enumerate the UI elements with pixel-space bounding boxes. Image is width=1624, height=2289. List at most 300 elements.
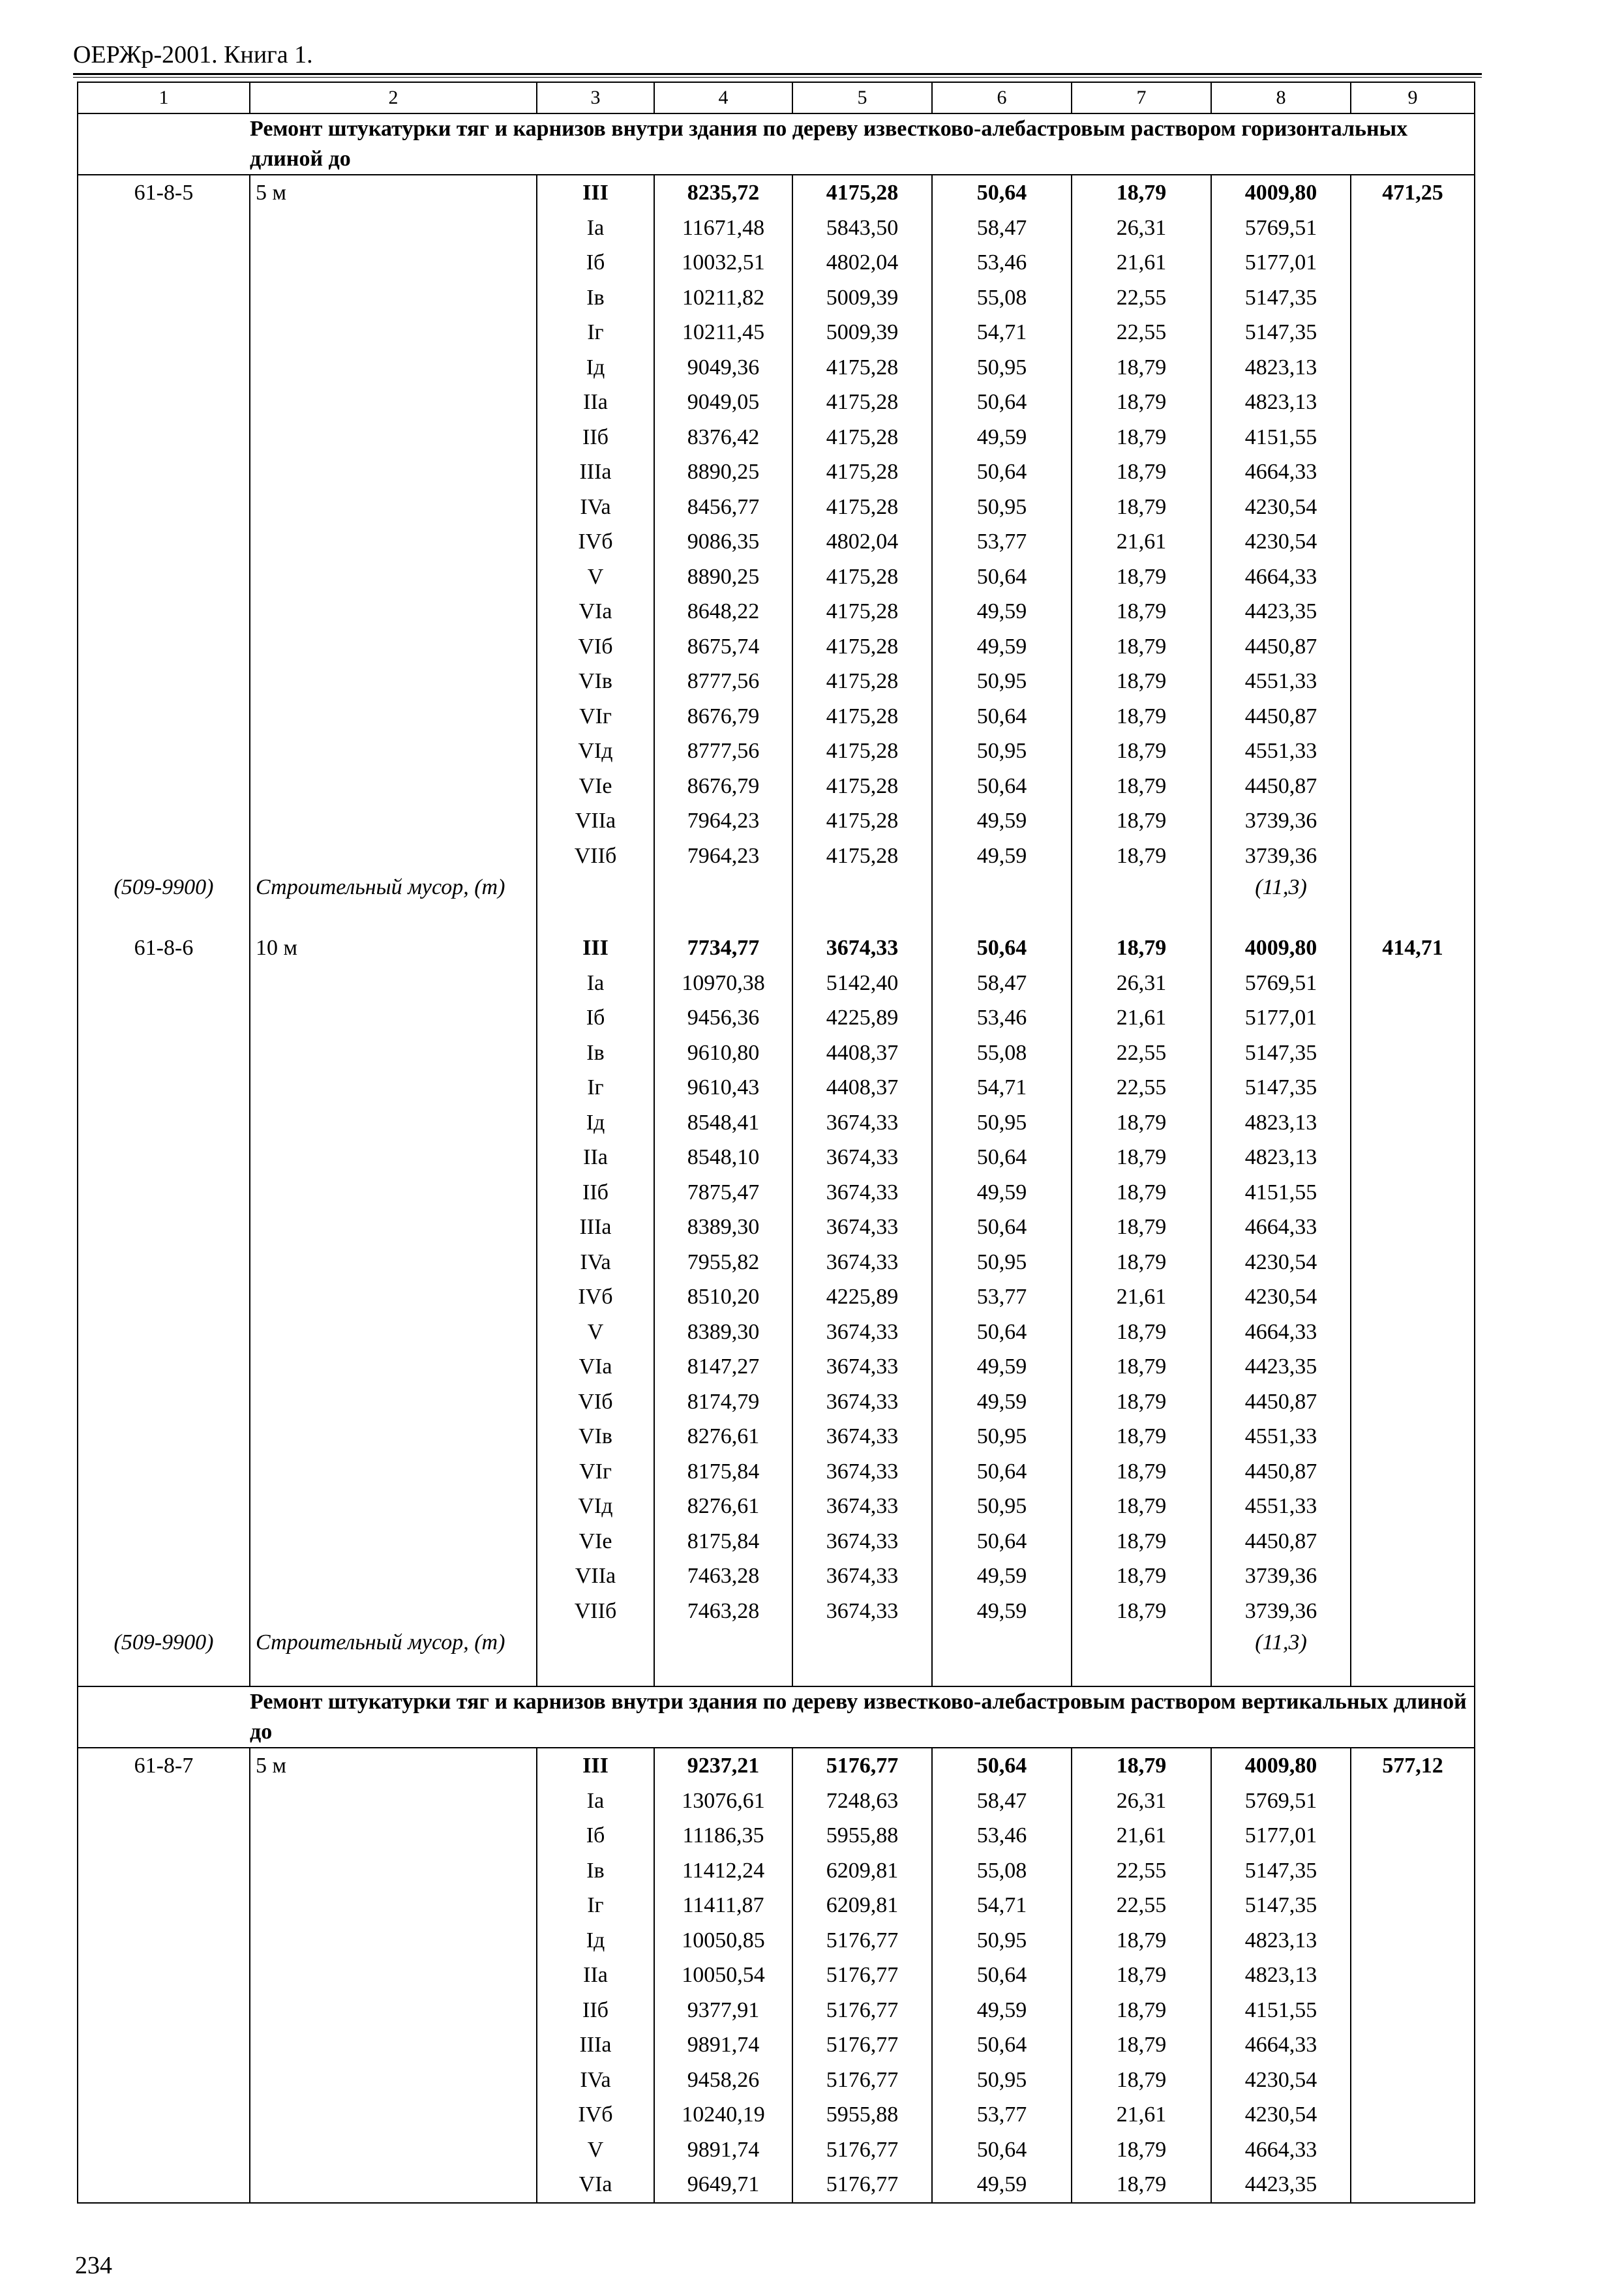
labor-value: 414,71 — [1351, 931, 1475, 966]
value-cell: 18,79 — [1072, 1489, 1211, 1524]
value-cell: 26,31 — [1072, 211, 1211, 246]
zone-code: Iв — [537, 280, 654, 316]
value-cell: 4664,33 — [1211, 2132, 1351, 2168]
value-cell: 4664,33 — [1211, 1210, 1351, 1245]
value-cell: 18,79 — [1072, 734, 1211, 769]
zone-code: Ia — [537, 211, 654, 246]
value-cell: 58,47 — [932, 1784, 1072, 1819]
value-cell: 49,59 — [932, 594, 1072, 629]
value-cell: 4230,54 — [1211, 1245, 1351, 1280]
value-cell: 21,61 — [1072, 1000, 1211, 1036]
value-cell: 3674,33 — [792, 1384, 932, 1420]
value-cell: 6209,81 — [792, 1853, 932, 1889]
value-cell: 4175,28 — [792, 350, 932, 385]
empty-cell — [250, 966, 537, 1001]
value-cell: 8235,72 — [654, 175, 792, 211]
table-row — [78, 1245, 1475, 1280]
value-cell: 9237,21 — [654, 1748, 792, 1784]
value-cell: 4408,37 — [792, 1036, 932, 1071]
column-number: 3 — [537, 82, 654, 113]
debris-value: (11,3) — [1211, 873, 1351, 931]
value-cell: 53,46 — [932, 1818, 1072, 1853]
value-cell: 4230,54 — [1211, 1279, 1351, 1315]
value-cell: 26,31 — [1072, 966, 1211, 1001]
value-cell: 4551,33 — [1211, 1489, 1351, 1524]
value-cell: 9649,71 — [654, 2167, 792, 2203]
zone-code: VIб — [537, 1384, 654, 1420]
value-cell: 4175,28 — [792, 385, 932, 420]
value-cell: 3674,33 — [792, 1419, 932, 1454]
value-cell: 3674,33 — [792, 1594, 932, 1629]
empty-cell — [78, 2063, 250, 2098]
table-row — [78, 211, 1475, 246]
value-cell: 11671,48 — [654, 211, 792, 246]
empty-cell — [78, 629, 250, 665]
empty-cell — [250, 385, 537, 420]
value-cell: 50,64 — [932, 2027, 1072, 2063]
zone-code: VIa — [537, 2167, 654, 2203]
value-cell: 4175,28 — [792, 699, 932, 734]
empty-cell — [250, 1245, 537, 1280]
empty-cell — [250, 699, 537, 734]
table-row — [78, 931, 1475, 966]
table-row — [78, 175, 1475, 211]
table-row — [78, 629, 1475, 665]
empty-cell — [1351, 1628, 1475, 1686]
value-cell: 8548,41 — [654, 1105, 792, 1141]
value-cell: 22,55 — [1072, 1888, 1211, 1923]
empty-cell — [250, 315, 537, 350]
empty-cell — [1351, 1175, 1475, 1210]
value-cell: 5769,51 — [1211, 211, 1351, 246]
value-cell: 4664,33 — [1211, 560, 1351, 595]
value-cell: 18,79 — [1072, 769, 1211, 804]
debris-row — [78, 873, 1475, 931]
value-cell: 4823,13 — [1211, 385, 1351, 420]
value-cell: 4175,28 — [792, 734, 932, 769]
empty-cell — [250, 1958, 537, 1993]
value-cell: 5955,88 — [792, 1818, 932, 1853]
empty-cell — [250, 490, 537, 525]
value-cell: 4230,54 — [1211, 490, 1351, 525]
value-cell: 5009,39 — [792, 280, 932, 316]
zone-code: IVб — [537, 1279, 654, 1315]
table-row — [78, 1279, 1475, 1315]
value-cell: 18,79 — [1072, 1349, 1211, 1384]
labor-value: 577,12 — [1351, 1748, 1475, 1784]
zone-code: Iв — [537, 1036, 654, 1071]
value-cell: 9610,43 — [654, 1070, 792, 1105]
empty-cell — [1351, 1489, 1475, 1524]
value-cell: 4423,35 — [1211, 2167, 1351, 2203]
zone-code: V — [537, 560, 654, 595]
empty-cell — [537, 873, 654, 931]
value-cell: 18,79 — [1072, 560, 1211, 595]
value-cell: 7463,28 — [654, 1594, 792, 1629]
value-cell: 50,64 — [932, 931, 1072, 966]
empty-cell — [250, 280, 537, 316]
value-cell: 49,59 — [932, 420, 1072, 455]
value-cell: 4175,28 — [792, 629, 932, 665]
table-row — [78, 560, 1475, 595]
table-row — [78, 1559, 1475, 1594]
value-cell: 8648,22 — [654, 594, 792, 629]
value-cell: 4175,28 — [792, 420, 932, 455]
empty-cell — [78, 2167, 250, 2203]
column-number: 2 — [250, 82, 537, 113]
value-cell: 4151,55 — [1211, 420, 1351, 455]
value-cell: 8548,10 — [654, 1140, 792, 1175]
empty-cell — [932, 1628, 1072, 1686]
empty-cell — [78, 1315, 250, 1350]
value-cell: 50,95 — [932, 1105, 1072, 1141]
value-cell: 3739,36 — [1211, 839, 1351, 874]
zone-code: IVa — [537, 1245, 654, 1280]
value-cell: 18,79 — [1072, 629, 1211, 665]
value-cell: 22,55 — [1072, 280, 1211, 316]
zone-code: VIIб — [537, 1594, 654, 1629]
value-cell: 53,77 — [932, 524, 1072, 560]
table-row — [78, 734, 1475, 769]
empty-cell — [250, 560, 537, 595]
value-cell: 4175,28 — [792, 455, 932, 490]
value-cell: 3674,33 — [792, 1349, 932, 1384]
header-rule-thick — [73, 73, 1482, 75]
value-cell: 7955,82 — [654, 1245, 792, 1280]
value-cell: 3674,33 — [792, 1559, 932, 1594]
empty-cell — [250, 245, 537, 280]
zone-code: VIIa — [537, 1559, 654, 1594]
value-cell: 8276,61 — [654, 1489, 792, 1524]
zone-code: VIг — [537, 699, 654, 734]
value-cell: 4823,13 — [1211, 1958, 1351, 1993]
empty-cell — [250, 2027, 537, 2063]
empty-cell — [250, 455, 537, 490]
table-row — [78, 1384, 1475, 1420]
value-cell: 3674,33 — [792, 1210, 932, 1245]
debris-name: Строительный мусор, (т) — [250, 873, 537, 931]
value-cell: 4823,13 — [1211, 1923, 1351, 1958]
empty-cell — [250, 2097, 537, 2132]
empty-cell — [250, 629, 537, 665]
value-cell: 50,64 — [932, 1524, 1072, 1559]
value-cell: 18,79 — [1072, 664, 1211, 699]
value-cell: 4450,87 — [1211, 1384, 1351, 1420]
value-cell: 7248,63 — [792, 1784, 932, 1819]
value-cell: 50,95 — [932, 350, 1072, 385]
empty-cell — [250, 1070, 537, 1105]
empty-cell — [1351, 350, 1475, 385]
value-cell: 3674,33 — [792, 1105, 932, 1141]
empty-cell — [1351, 524, 1475, 560]
value-cell: 3674,33 — [792, 1524, 932, 1559]
column-number: 7 — [1072, 82, 1211, 113]
empty-cell — [78, 420, 250, 455]
zone-code: IIa — [537, 385, 654, 420]
value-cell: 4823,13 — [1211, 1140, 1351, 1175]
empty-cell — [1351, 490, 1475, 525]
value-cell: 4802,04 — [792, 245, 932, 280]
page-header-title: ОЕРЖр-2001. Книга 1. — [73, 41, 313, 68]
value-cell: 50,64 — [932, 1958, 1072, 1993]
empty-cell — [1351, 455, 1475, 490]
value-cell: 8276,61 — [654, 1419, 792, 1454]
empty-cell — [1072, 873, 1211, 931]
value-cell: 9049,05 — [654, 385, 792, 420]
empty-cell — [1351, 1958, 1475, 1993]
value-cell: 18,79 — [1072, 931, 1211, 966]
debris-row — [78, 1628, 1475, 1686]
labor-value: 471,25 — [1351, 175, 1475, 211]
empty-cell — [1351, 1105, 1475, 1141]
value-cell: 50,64 — [932, 455, 1072, 490]
table-row — [78, 1923, 1475, 1958]
empty-cell — [250, 594, 537, 629]
empty-cell — [1351, 1594, 1475, 1629]
empty-cell — [932, 873, 1072, 931]
value-cell: 11411,87 — [654, 1888, 792, 1923]
empty-cell — [78, 1993, 250, 2028]
table-row — [78, 350, 1475, 385]
value-cell: 18,79 — [1072, 1140, 1211, 1175]
value-cell: 18,79 — [1072, 1594, 1211, 1629]
empty-cell — [250, 211, 537, 246]
empty-cell — [1351, 1245, 1475, 1280]
zone-code: IVa — [537, 2063, 654, 2098]
value-cell: 50,95 — [932, 734, 1072, 769]
table-row — [78, 2132, 1475, 2168]
value-cell: 53,46 — [932, 1000, 1072, 1036]
value-cell: 13076,61 — [654, 1784, 792, 1819]
empty-cell — [78, 315, 250, 350]
zone-code: VIe — [537, 1524, 654, 1559]
value-cell: 4230,54 — [1211, 2097, 1351, 2132]
value-cell: 5147,35 — [1211, 1036, 1351, 1071]
value-cell: 8174,79 — [654, 1384, 792, 1420]
table-row — [78, 1349, 1475, 1384]
empty-cell — [1351, 839, 1475, 874]
value-cell: 50,95 — [932, 1489, 1072, 1524]
value-cell: 4151,55 — [1211, 1993, 1351, 2028]
value-cell: 4664,33 — [1211, 455, 1351, 490]
table-row — [78, 1036, 1475, 1071]
value-cell: 53,77 — [932, 2097, 1072, 2132]
value-cell: 4175,28 — [792, 490, 932, 525]
value-cell: 18,79 — [1072, 490, 1211, 525]
empty-cell — [250, 1489, 537, 1524]
value-cell: 5009,39 — [792, 315, 932, 350]
empty-cell — [78, 1923, 250, 1958]
empty-cell — [78, 1036, 250, 1071]
table-row — [78, 1454, 1475, 1489]
table-row — [78, 594, 1475, 629]
empty-cell — [1351, 560, 1475, 595]
value-cell: 55,08 — [932, 1036, 1072, 1071]
value-cell: 8676,79 — [654, 699, 792, 734]
value-cell: 18,79 — [1072, 594, 1211, 629]
value-cell: 18,79 — [1072, 2167, 1211, 2203]
value-cell: 18,79 — [1072, 1315, 1211, 1350]
zone-code: VIд — [537, 734, 654, 769]
value-cell: 9049,36 — [654, 350, 792, 385]
value-cell: 5176,77 — [792, 1993, 932, 2028]
value-cell: 49,59 — [932, 1175, 1072, 1210]
empty-cell — [1351, 769, 1475, 804]
zone-code: VIд — [537, 1489, 654, 1524]
value-cell: 10211,45 — [654, 315, 792, 350]
value-cell: 5176,77 — [792, 2027, 932, 2063]
empty-cell — [78, 734, 250, 769]
empty-cell — [654, 873, 792, 931]
value-cell: 5176,77 — [792, 1748, 932, 1784]
empty-cell — [1351, 1210, 1475, 1245]
page-number: 234 — [75, 2252, 112, 2279]
value-cell: 4823,13 — [1211, 350, 1351, 385]
table-row — [78, 1489, 1475, 1524]
empty-cell — [78, 2027, 250, 2063]
empty-cell — [1351, 1279, 1475, 1315]
empty-cell — [250, 803, 537, 839]
value-cell: 10032,51 — [654, 245, 792, 280]
empty-cell — [537, 1628, 654, 1686]
value-cell: 50,95 — [932, 664, 1072, 699]
entry-code: 61-8-7 — [78, 1748, 250, 1784]
zone-code: VIIб — [537, 839, 654, 874]
zone-code: Iд — [537, 1923, 654, 1958]
value-cell: 5177,01 — [1211, 1818, 1351, 1853]
value-cell: 5843,50 — [792, 211, 932, 246]
empty-cell — [792, 1628, 932, 1686]
empty-cell — [78, 1454, 250, 1489]
empty-cell — [250, 734, 537, 769]
empty-cell — [1351, 385, 1475, 420]
value-cell: 5176,77 — [792, 2063, 932, 2098]
table-row — [78, 1140, 1475, 1175]
value-cell: 18,79 — [1072, 350, 1211, 385]
empty-cell — [1072, 1628, 1211, 1686]
zone-code: III — [537, 931, 654, 966]
zone-code: V — [537, 2132, 654, 2168]
empty-cell — [78, 211, 250, 246]
value-cell: 18,79 — [1072, 1993, 1211, 2028]
zone-code: VIe — [537, 769, 654, 804]
empty-cell — [78, 2097, 250, 2132]
table-row — [78, 1748, 1475, 1784]
empty-cell — [1351, 1784, 1475, 1819]
value-cell: 4551,33 — [1211, 664, 1351, 699]
empty-cell — [1351, 280, 1475, 316]
empty-cell — [250, 1279, 537, 1315]
value-cell: 18,79 — [1072, 2132, 1211, 2168]
empty-cell — [78, 350, 250, 385]
entry-name: 5 м — [250, 175, 537, 211]
empty-cell — [1351, 2027, 1475, 2063]
empty-cell — [1351, 1888, 1475, 1923]
value-cell: 7964,23 — [654, 803, 792, 839]
table-row — [78, 803, 1475, 839]
value-cell: 8777,56 — [654, 734, 792, 769]
column-number: 6 — [932, 82, 1072, 113]
empty-cell — [250, 1036, 537, 1071]
zone-code: Iг — [537, 315, 654, 350]
value-cell: 4551,33 — [1211, 734, 1351, 769]
value-cell: 4175,28 — [792, 560, 932, 595]
zone-code: IVa — [537, 490, 654, 525]
debris-value: (11,3) — [1211, 1628, 1351, 1686]
zone-code: IIIa — [537, 1210, 654, 1245]
empty-cell — [250, 1000, 537, 1036]
value-cell: 4408,37 — [792, 1070, 932, 1105]
table-row — [78, 245, 1475, 280]
value-cell: 4450,87 — [1211, 699, 1351, 734]
table-row — [78, 664, 1475, 699]
empty-cell — [250, 1315, 537, 1350]
value-cell: 8175,84 — [654, 1524, 792, 1559]
empty-cell — [1351, 1384, 1475, 1420]
value-cell: 3674,33 — [792, 1140, 932, 1175]
empty-cell — [78, 385, 250, 420]
debris-code: (509-9900) — [78, 1628, 250, 1686]
value-cell: 4009,80 — [1211, 931, 1351, 966]
zone-code: IIб — [537, 420, 654, 455]
zone-code: III — [537, 1748, 654, 1784]
value-cell: 55,08 — [932, 1853, 1072, 1889]
empty-cell — [250, 1559, 537, 1594]
value-cell: 50,64 — [932, 1315, 1072, 1350]
table-row — [78, 385, 1475, 420]
empty-cell — [1351, 1559, 1475, 1594]
zone-code: VIв — [537, 664, 654, 699]
empty-cell — [250, 1594, 537, 1629]
empty-cell — [1351, 966, 1475, 1001]
value-cell: 55,08 — [932, 280, 1072, 316]
value-cell: 49,59 — [932, 1993, 1072, 2028]
empty-cell — [78, 839, 250, 874]
empty-cell — [1351, 1349, 1475, 1384]
value-cell: 49,59 — [932, 1559, 1072, 1594]
value-cell: 6209,81 — [792, 1888, 932, 1923]
value-cell: 50,64 — [932, 699, 1072, 734]
zone-code: VIa — [537, 1349, 654, 1384]
empty-cell — [78, 1384, 250, 1420]
value-cell: 4551,33 — [1211, 1419, 1351, 1454]
empty-cell — [654, 1628, 792, 1686]
table-row — [78, 1818, 1475, 1853]
zone-code: IIa — [537, 1958, 654, 1993]
value-cell: 5177,01 — [1211, 1000, 1351, 1036]
empty-cell — [1351, 1454, 1475, 1489]
value-cell: 3739,36 — [1211, 1594, 1351, 1629]
value-cell: 4175,28 — [792, 175, 932, 211]
value-cell: 8890,25 — [654, 455, 792, 490]
value-cell: 4664,33 — [1211, 1315, 1351, 1350]
column-number-row — [78, 82, 1475, 113]
column-number: 5 — [792, 82, 932, 113]
value-cell: 4423,35 — [1211, 594, 1351, 629]
empty-cell — [1351, 315, 1475, 350]
zone-code: IVб — [537, 524, 654, 560]
debris-code: (509-9900) — [78, 873, 250, 931]
value-cell: 18,79 — [1072, 1245, 1211, 1280]
value-cell: 49,59 — [932, 1384, 1072, 1420]
zone-code: IIIa — [537, 455, 654, 490]
value-cell: 18,79 — [1072, 803, 1211, 839]
empty-cell — [1351, 1036, 1475, 1071]
value-cell: 18,79 — [1072, 1419, 1211, 1454]
zone-code: IVб — [537, 2097, 654, 2132]
empty-cell — [1351, 629, 1475, 665]
table-row — [78, 420, 1475, 455]
